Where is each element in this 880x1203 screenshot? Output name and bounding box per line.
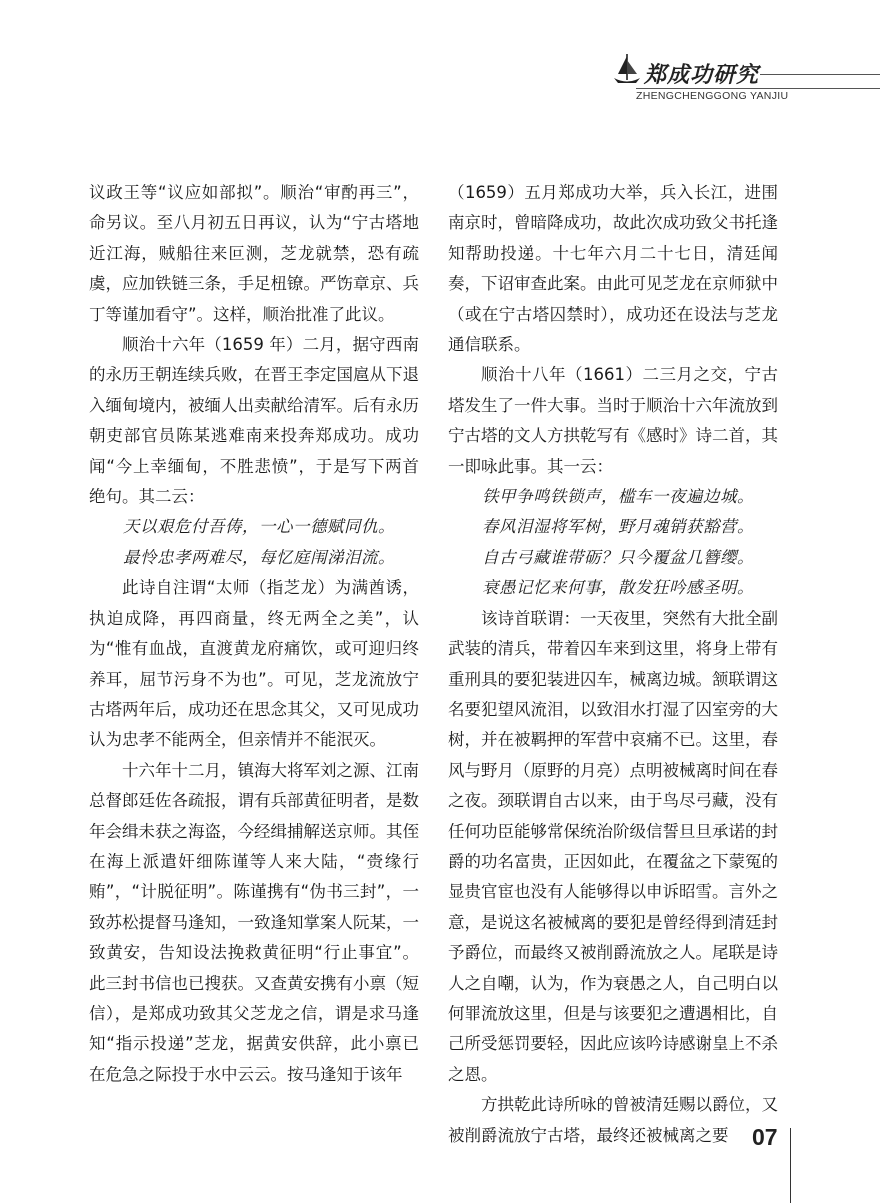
paragraph: 议政王等“议应如部拟”。顺治“审酌再三”，命另议。至八月初五日再议，认为“宁古塔地近江海，贼船往来叵测，芝龙就禁，恐有疏虞，应加铁链三条，手足杻镣。严饬章京、兵丁等谨加看守”。这样，顺治批准了此议。 [89,183,419,324]
masthead [0,0,880,120]
paragraph: 顺治十八年（1661）二三月之交，宁古塔发生了一件大事。当时于顺治十六年流放到宁古塔的文人方拱乾写有《感时》诗二首，其一即咏此事。其一云： [448,365,778,476]
page-number: 07 [752,1124,778,1150]
poem-line: 自古弓藏谁带砺？只今覆盆几簪缨。 [482,547,754,567]
poem-line: 铁甲争鸣铁锁声，槛车一夜遍边城。 [482,487,754,507]
paragraph: 顺治十六年（1659 年）二月，据守西南的永历王朝连续兵败，在晋王李定国扈从下退入缅甸境内，被缅人出卖献给清军。后有永历朝吏部官员陈某逃难南来投奔郑成功。成功闻“今上幸缅甸，不胜悲愤”，于是写下两首绝句。其二云： [89,335,419,507]
poem-line: 衰愚记忆来何事，散发狂吟感圣明。 [482,578,754,598]
right-column [448,178,778,1151]
paragraph: （1659）五月郑成功大举，兵入长江，进围南京时，曾暗降成功，故此次成功致父书托逢知帮助投递。十七年六月二十七日，清廷闻奏，下诏审查此案。由此可见芝龙在京师狱中（或在宁古塔囚禁时），成功还在设法与芝龙通信联系。 [448,183,778,355]
header-underline [636,88,880,89]
left-column [89,178,419,1090]
paragraph: 此诗自注谓“太师（指芝龙）为满酋诱，执迫成降，再四商量，终无两全之美”，认为“惟有血战，直渡黄龙府痛饮，或可迎归终养耳，屈节污身不为也”。可见，芝龙流放宁古塔两年后，成功还在思念其父，又可见成功认为忠孝不能两全，但亲情并不能泯灭。 [89,578,419,750]
journal-subtitle: ZHENGCHENGGONG YANJIU [636,90,789,102]
poem-line: 春风泪湿将军树，野月魂销获豁营。 [482,517,754,537]
paragraph: 方拱乾此诗所咏的曾被清廷赐以爵位，又被削爵流放宁古塔，最终还被械离之要 [448,1095,778,1145]
sailing-ship-logo-icon [612,52,642,86]
footer-rule [790,1128,791,1203]
header-rule [760,74,880,75]
poem-line: 最怜忠孝两难尽，每忆庭闱涕泪流。 [123,547,395,567]
poem-line: 天以艰危付吾俦，一心一德赋同仇。 [123,517,395,537]
paragraph: 该诗首联谓：一天夜里，突然有大批全副武装的清兵，带着囚车来到这里，将身上带有重刑具的要犯装进囚车，械离边城。颔联谓这名要犯望风流泪，以致泪水打湿了囚室旁的大树，并在被羁押的军营中哀痛不已。这里，春风与野月（原野的月亮）点明被械离时间在春之夜。颈联谓自古以来，由于鸟尽弓藏，没有任何功臣能够常保统治阶级信誓旦旦承诺的封爵的功名富贵，正因如此，在覆盆之下蒙冤的显贵官宦也没有人能够得以申诉昭雪。言外之意，是说这名被械离的要犯是曾经得到清廷封予爵位，而最终又被削爵流放之人。尾联是诗人之自嘲，认为，作为衰愚之人，自己明白以何罪流放这里，但是与该要犯之遭遇相比，自己所受惩罚要轻，因此应该吟诗感谢皇上不杀之恩。 [448,608,778,1084]
paragraph: 十六年十二月，镇海大将军刘之源、江南总督郎廷佐各疏报，谓有兵部黄征明者，是数年会缉未获之海盗，今经缉捕解送京师。其侄在海上派遣奸细陈谨等人来大陆，“赍缘行贿”，“计脱征明”。陈谨携有“伪书三封”，一致苏松提督马逢知，一致逢知掌案人阮某，一致黄安，告知设法挽救黄征明“行止事宜”。此三封书信也已搜获。又查黄安携有小禀（短信），是郑成功致其父芝龙之信，谓是求马逢知“指示投递”芝龙，据黄安供辞，此小禀已在危急之际投于水中云云。按马逢知于该年 [89,760,419,1084]
journal-title: 郑成功研究 [644,62,760,88]
